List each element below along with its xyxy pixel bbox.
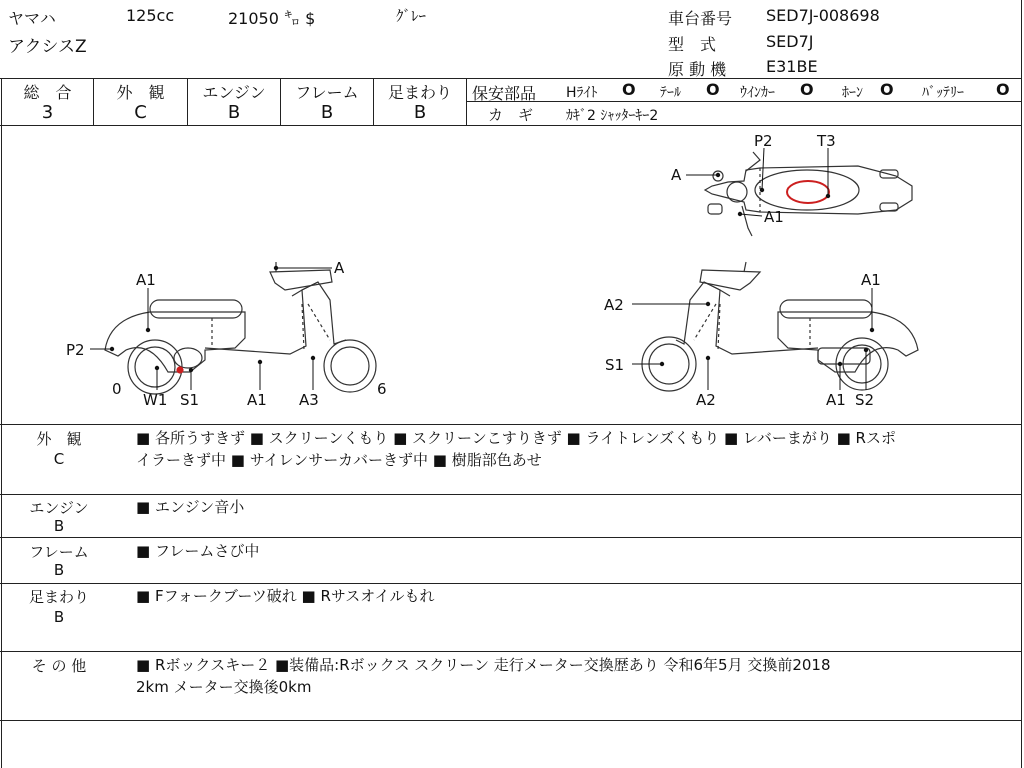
- remark-engine-label: エンジン: [29, 499, 89, 517]
- remark-suspension-label: 足まわり: [28, 588, 89, 606]
- top-label-t3: T3: [817, 132, 836, 150]
- right-label-s1: S1: [605, 356, 625, 374]
- grade-overall-value: 3: [41, 102, 54, 123]
- right-label-s2: S2: [855, 391, 875, 409]
- safety-headlight-mark: O: [622, 80, 636, 99]
- remark-engine-grade: B: [53, 517, 65, 535]
- frame-no: SED7J-008698: [766, 6, 880, 25]
- remark-exterior-label: 外 観: [36, 430, 82, 448]
- mileage: 21050 ㌔ $: [228, 9, 316, 28]
- left-label-w1: W1: [143, 391, 168, 409]
- left-label-s1: S1: [180, 391, 200, 409]
- engine-label: 原 動 機: [668, 60, 727, 79]
- grade-frame-label: フレーム: [295, 83, 359, 102]
- remarks-line-2: [0, 537, 1021, 538]
- left-label-zero: 0: [112, 380, 122, 398]
- remark-suspension-grade: B: [53, 608, 65, 626]
- left-label-a3: A3: [299, 391, 319, 409]
- keys-value: ｶｷﾞ2 ｼｬｯﾀｰｷｰ2: [566, 108, 659, 124]
- remarks-line-4: [0, 651, 1021, 652]
- leader-lines: [90, 148, 872, 390]
- maker: ヤマハ: [8, 9, 56, 28]
- safety-battery-mark: O: [996, 80, 1010, 99]
- left-label-six: 6: [377, 380, 387, 398]
- grade-exterior-label: 外 観: [116, 83, 165, 102]
- remark-frame-line1: ■ フレームさび中: [136, 542, 260, 560]
- left-label-a1: A1: [136, 271, 156, 289]
- left-label-p2: P2: [66, 341, 85, 359]
- engine-code: E31BE: [766, 57, 818, 76]
- color: ｸﾞﾚｰ: [396, 7, 427, 25]
- safety-horn-mark: O: [880, 80, 894, 99]
- left-label-a: A: [334, 259, 345, 277]
- right-label-a1: A1: [861, 271, 881, 289]
- model-code-label: 型 式: [668, 35, 717, 54]
- remarks-line-1: [0, 494, 1021, 495]
- keys-label: カ ギ: [488, 106, 534, 124]
- remark-frame-label: フレーム: [29, 543, 89, 561]
- top-label-a1: A1: [764, 208, 784, 226]
- top-label-a: A: [671, 166, 682, 184]
- remark-other-line1: ■ Rボックスキー２ ■装備品:Rボックス スクリーン 走行メーター交換歴あり 令和6年5月 交換前2018: [136, 656, 831, 674]
- right-label-a2: A2: [604, 296, 624, 314]
- safety-horn: ﾎｰﾝ: [842, 85, 863, 101]
- grade-exterior-value: C: [134, 102, 147, 123]
- top-label-p2: P2: [754, 132, 773, 150]
- safety-headlight: Hﾗｲﾄ: [566, 85, 598, 101]
- safety-winker: ｳｲﾝｶｰ: [740, 85, 775, 101]
- remark-other-line2: 2km メーター交換後0km: [136, 678, 312, 696]
- model-code: SED7J: [766, 32, 814, 51]
- left-label-a1b: A1: [247, 391, 267, 409]
- grade-overall-label: 総 合: [23, 83, 72, 102]
- remark-other-label: そ の 他: [31, 657, 87, 675]
- scooter-top-view: [705, 152, 912, 236]
- remarks-line-5: [0, 720, 1021, 721]
- remark-engine-line1: ■ エンジン音小: [136, 498, 245, 516]
- safety-winker-mark: O: [800, 80, 814, 99]
- safety-taillight-mark: O: [706, 80, 720, 99]
- grade-engine-label: エンジン: [202, 83, 266, 102]
- displacement: 125cc: [126, 6, 175, 25]
- grade-suspension-value: B: [413, 102, 427, 123]
- frame-no-label: 車台番号: [668, 9, 733, 28]
- remarks-line-3: [0, 583, 1021, 584]
- remark-exterior-line1: ■ 各所うすきず ■ スクリーンくもり ■ スクリーンこすりきず ■ ライトレンズくもり ■ レバーまがり ■ Rスポ: [136, 429, 896, 447]
- remark-suspension-line1: ■ Fフォークブーツ破れ ■ Rサスオイルもれ: [136, 587, 435, 605]
- grade-suspension-label: 足まわり: [387, 83, 452, 102]
- safety-taillight: ﾃｰﾙ: [660, 85, 681, 101]
- grade-frame-value: B: [320, 102, 334, 123]
- right-label-a1b: A1: [826, 391, 846, 409]
- right-label-a2b: A2: [696, 391, 716, 409]
- remark-exterior-grade: C: [53, 450, 65, 468]
- grade-engine-value: B: [227, 102, 241, 123]
- model-name: アクシスZ: [8, 37, 87, 57]
- remark-frame-grade: B: [53, 561, 65, 579]
- safety-label: 保安部品: [472, 84, 537, 103]
- remark-exterior-line2: イラーきず中 ■ サイレンサーカバーきず中 ■ 樹脂部色あせ: [136, 451, 542, 469]
- safety-battery: ﾊﾞｯﾃﾘｰ: [922, 85, 964, 101]
